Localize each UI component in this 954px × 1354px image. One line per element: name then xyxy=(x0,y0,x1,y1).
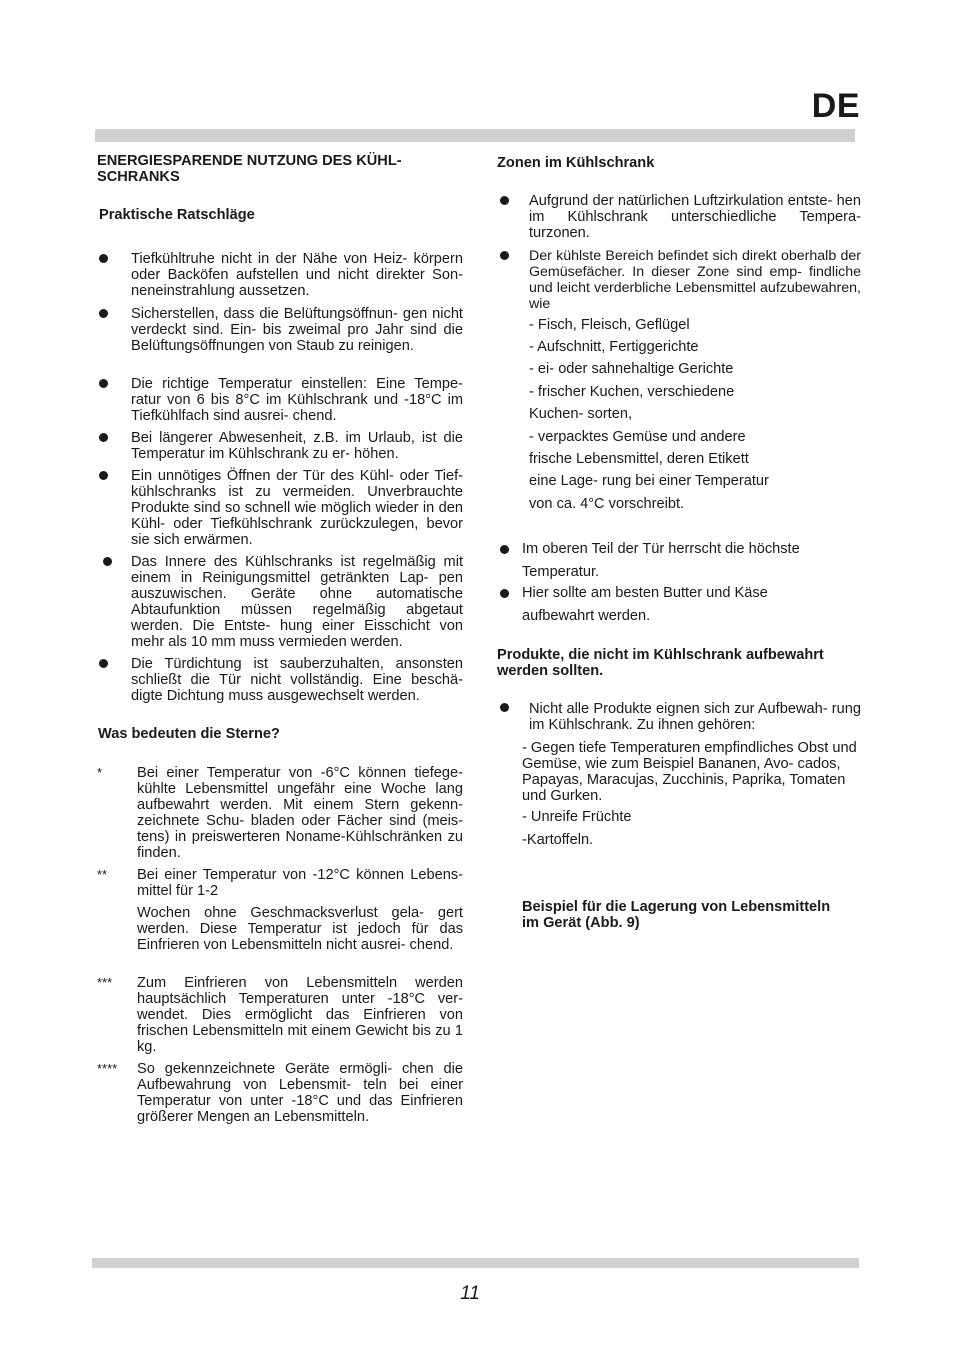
tip-item: Bei längerer Abwesenheit, z.B. im Urlaub, ist die Temperatur im Kühlschrank zu er- höhen. xyxy=(131,430,463,462)
bullet-icon xyxy=(500,703,509,712)
tip-item: Die Türdichtung ist sauberzuhalten, ansonsten schließt die Tür nicht vollständig. Eine beschä- digte Dichtung muss ausgewechselt werden. xyxy=(131,656,463,704)
bullet-icon xyxy=(99,379,108,388)
star-symbol: * xyxy=(97,765,103,780)
subheading-zones: Zonen im Kühlschrank xyxy=(497,155,655,171)
cold-zone-food: eine Lage- rung bei einer Temperatur xyxy=(529,473,769,489)
cold-zone-food: - verpacktes Gemüse und andere xyxy=(529,429,746,445)
star-description: Wochen ohne Geschmacksverlust gela- gert werden. Diese Temperatur ist jedoch für das Einfrieren von Lebensmitteln nicht ausrei- chend. xyxy=(137,905,463,953)
star-symbol: **** xyxy=(97,1061,118,1076)
zone-item: Der kühlste Bereich befindet sich direkt oberhalb der Gemüsefächer. In dieser Zone sind emp- findliche und leicht verderbliche Lebensmittel aufzubewahren, wie xyxy=(529,248,861,312)
door-zone-text: aufbewahrt werden. xyxy=(522,608,651,624)
cold-zone-food: von ca. 4°C vorschreibt. xyxy=(529,496,685,512)
bullet-icon xyxy=(500,196,509,205)
door-zone-text: Im oberen Teil der Tür herrscht die höchste xyxy=(522,541,800,557)
cold-zone-food: - Fisch, Fleisch, Geflügel xyxy=(529,317,690,333)
not-fridge-intro: Nicht alle Produkte eignen sich zur Aufbewah- rung im Kühlschrank. Zu ihnen gehören: xyxy=(529,701,861,733)
bullet-icon xyxy=(500,589,509,598)
bullet-icon xyxy=(99,471,108,480)
subheading-not-fridge: Produkte, die nicht im Kühlschrank aufbewahrt werden sollten. xyxy=(497,647,824,679)
bullet-icon xyxy=(99,254,108,263)
star-symbol: *** xyxy=(97,975,113,990)
star-description: Bei einer Temperatur von -6°C können tiefege- kühlte Lebensmittel ungefähr eine Woche lang aufbewahrt werden. Mit einem Stern gekenn- zeichnete Schu- bladen oder Fächer sind (meis- tens) in preiswerteren Noname-Kühlschränken zu finden. xyxy=(137,765,463,861)
zone-item: Aufgrund der natürlichen Luftzirkulation entste- hen im Kühlschrank unterschiedliche Tempera- turzonen. xyxy=(529,193,861,241)
cold-zone-food: frische Lebensmittel, deren Etikett xyxy=(529,451,749,467)
door-zone-text: Temperatur. xyxy=(522,564,600,580)
tip-item: Ein unnötiges Öffnen der Tür des Kühl- oder Tief- kühlschranks ist zu vermeiden. Unverbrauchte Produkte sind so schnell wie möglich wieder in den Kühl- oder Tiefkühlschrank zurückzulegen, bevor sie sich erwärmen. xyxy=(131,468,463,548)
footer-divider xyxy=(92,1258,859,1268)
bullet-icon xyxy=(99,433,108,442)
cold-zone-food: Kuchen- sorten, xyxy=(529,406,633,422)
language-code: DE xyxy=(811,87,860,125)
cold-zone-food: - Aufschnitt, Fertiggerichte xyxy=(529,339,699,355)
cold-zone-food: - ei- oder sahnehaltige Gerichte xyxy=(529,361,734,377)
star-symbol: ** xyxy=(97,867,108,882)
star-description: Bei einer Temperatur von -12°C können Lebens- mittel für 1-2 xyxy=(137,867,463,899)
bullet-icon xyxy=(99,659,108,668)
bullet-icon xyxy=(500,251,509,260)
star-description: Zum Einfrieren von Lebensmitteln werden hauptsächlich Temperaturen unter -18°C ver- wendet. Dies ermöglicht das Einfrieren von frischen Lebensmitteln mit einem Gewicht bis zu 1 kg. xyxy=(137,975,463,1055)
subheading-tips: Praktische Ratschläge xyxy=(99,207,255,223)
tip-item: Das Innere des Kühlschranks ist regelmäßig mit einem in Reinigungsmittel getränkten Lap- pen auszuwischen. Geräte ohne automatische Abtaufunktion müssen regelmäßig abgetaut werden. Die Entste- hung einer Eisschicht von mehr als 10 mm muss vermieden werden. xyxy=(131,554,463,650)
section-heading-energy: ENERGIESPARENDE NUTZUNG DES KÜHL- SCHRANKS xyxy=(97,153,402,185)
bullet-icon xyxy=(99,309,108,318)
tip-item: Die richtige Temperatur einstellen: Eine Tempe- ratur von 6 bis 8°C im Kühlschrank und -18°C im Tiefkühlfach sind ausrei- chend. xyxy=(131,376,463,424)
not-fridge-item: - Gegen tiefe Temperaturen empfindliches Obst und Gemüse, wie zum Beispiel Bananen, Avo- cados, Papayas, Maracujas, Zucchinis, Paprika, Tomaten und Gurken. xyxy=(522,740,857,804)
subheading-stars: Was bedeuten die Sterne? xyxy=(98,726,280,742)
bullet-icon xyxy=(500,545,509,554)
subheading-storage-example: Beispiel für die Lagerung von Lebensmitteln im Gerät (Abb. 9) xyxy=(522,899,831,931)
cold-zone-food: - frischer Kuchen, verschiedene xyxy=(529,384,735,400)
door-zone-text: Hier sollte am besten Butter und Käse xyxy=(522,585,768,601)
star-description: So gekennzeichnete Geräte ermögli- chen die Aufbewahrung von Lebensmit- teln bei einer Temperatur von unter -18°C und das Einfrieren größerer Mengen an Lebensmitteln. xyxy=(137,1061,463,1125)
tip-item: Tiefkühltruhe nicht in der Nähe von Heiz- körpern oder Backöfen aufstellen und nicht direkter Son- neneinstrahlung aussetzen. xyxy=(131,251,463,299)
page-number: 11 xyxy=(460,1283,480,1304)
bullet-icon xyxy=(103,557,112,566)
header-divider xyxy=(95,129,855,142)
not-fridge-item: -Kartoffeln. xyxy=(522,832,594,848)
tip-item: Sicherstellen, dass die Belüftungsöffnun- gen nicht verdeckt sind. Ein- bis zweimal pro Jahr sind die Belüftungsöffnungen von Staub zu reinigen. xyxy=(131,306,463,354)
not-fridge-item: - Unreife Früchte xyxy=(522,809,632,825)
